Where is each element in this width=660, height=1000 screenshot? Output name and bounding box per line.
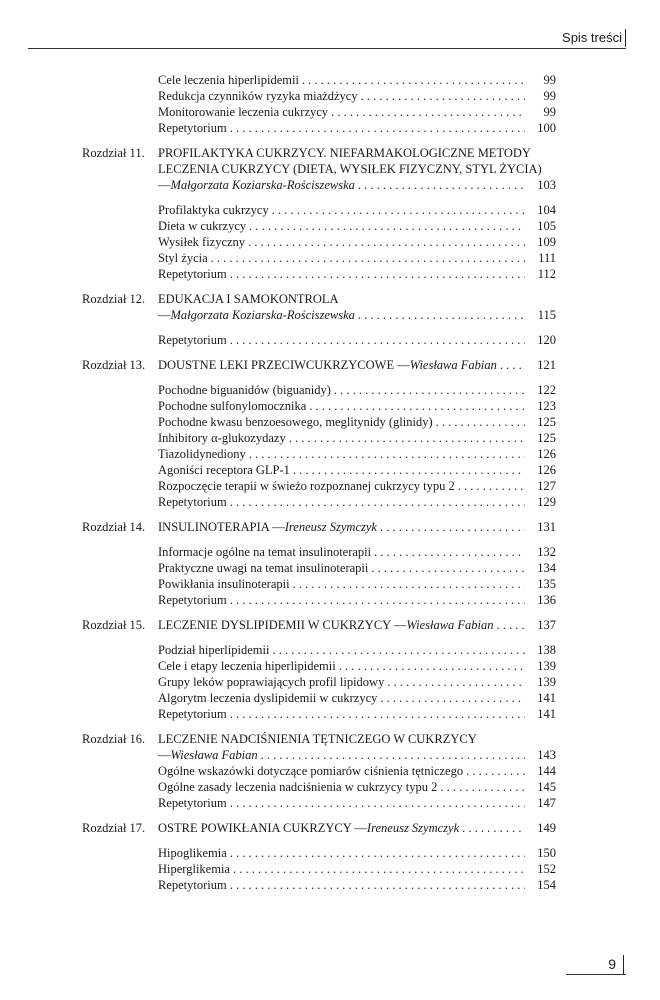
entry-page-number: 122	[537, 383, 556, 397]
entry-title: Pochodne sulfonylomocznika	[158, 399, 307, 413]
entry-page-number: 131	[537, 520, 556, 534]
toc-entry	[158, 544, 556, 560]
toc-entry	[158, 845, 556, 861]
dot-leader	[289, 430, 525, 446]
toc-gap	[158, 836, 556, 845]
dot-leader	[380, 519, 525, 535]
toc-entry	[158, 706, 556, 722]
entry-title: —	[158, 178, 171, 192]
toc-chapter	[0, 145, 660, 282]
entry-page-number: 138	[537, 643, 556, 657]
entry-page-number: 150	[537, 846, 556, 860]
toc-chapter	[0, 820, 660, 893]
entry-title: EDUKACJA I SAMOKONTROLA	[158, 292, 339, 306]
entry-page-number: 134	[537, 561, 556, 575]
entry-page-number: 141	[537, 707, 556, 721]
dot-leader	[230, 494, 525, 510]
entry-title: Repetytorium	[158, 707, 227, 721]
toc-chapter	[0, 291, 660, 348]
entry-page-number: 104	[537, 203, 556, 217]
entry-page-number: 115	[537, 308, 556, 322]
entry-title: Ogólne zasady leczenia nadciśnienia w cukrzycy typu 2	[158, 780, 438, 794]
entry-title: Algorytm leczenia dyslipidemii w cukrzycy	[158, 691, 378, 705]
entry-page-number: 139	[537, 675, 556, 689]
entry-title: Informacje ogólne na temat insulinoterapii	[158, 545, 372, 559]
entry-title: LECZENIA CUKRZYCY (DIETA, WYSIŁEK FIZYCZNY, STYL ŻYCIA)	[158, 162, 542, 176]
toc-gap	[158, 193, 556, 202]
dot-leader	[302, 72, 525, 88]
toc-entry	[158, 357, 556, 373]
dot-leader	[230, 795, 525, 811]
dot-leader	[293, 462, 525, 478]
entry-title: LECZENIE DYSLIPIDEMII W CUKRZYCY —	[158, 618, 407, 632]
entry-title: Tiazolidynediony	[158, 447, 246, 461]
entry-page-number: 103	[537, 178, 556, 192]
toc-entry	[158, 617, 556, 633]
entry-page-number: 132	[537, 545, 556, 559]
dot-leader	[466, 763, 525, 779]
toc-entry	[158, 731, 556, 747]
entry-page-number: 100	[537, 121, 556, 135]
entry-page-number: 139	[537, 659, 556, 673]
dot-leader	[497, 617, 525, 633]
dot-leader	[230, 877, 525, 893]
toc-entry	[158, 763, 556, 779]
toc-entry	[158, 104, 556, 120]
entry-title: Repetytorium	[158, 121, 227, 135]
entry-title: Cele i etapy leczenia hiperlipidemii	[158, 659, 336, 673]
toc-entry	[158, 462, 556, 478]
entry-title: OSTRE POWIKŁANIA CUKRZYCY —	[158, 821, 367, 835]
dot-leader	[462, 820, 525, 836]
toc-entry	[158, 478, 556, 494]
entry-author: Małgorzata Koziarska-Rościszewska	[170, 308, 355, 322]
entry-title: Dieta w cukrzycy	[158, 219, 247, 233]
running-header-title: Spis treści	[562, 30, 622, 45]
toc-entry	[158, 88, 556, 104]
toc-entry	[158, 430, 556, 446]
dot-leader	[272, 202, 525, 218]
entry-page-number: 144	[537, 764, 556, 778]
entry-page-number: 120	[537, 333, 556, 347]
entry-page-number: 137	[537, 618, 556, 632]
toc-entry	[158, 218, 556, 234]
header-rule	[28, 48, 626, 49]
entry-title: Pochodne biguanidów (biguanidy)	[158, 383, 331, 397]
entry-page-number: 129	[537, 495, 556, 509]
entry-title: PROFILAKTYKA CUKRZYCY. NIEFARMAKOLOGICZNE METODY	[158, 146, 531, 160]
entry-author: Wiesława Fabian	[170, 748, 258, 762]
toc-entry	[158, 747, 556, 763]
dot-leader	[339, 658, 525, 674]
entry-title: Repetytorium	[158, 495, 227, 509]
entry-page-number: 99	[543, 89, 556, 103]
toc-entry	[158, 145, 556, 161]
toc-entry	[158, 560, 556, 576]
toc-entry	[158, 820, 556, 836]
entry-title: Powikłania insulinoterapii	[158, 577, 290, 591]
toc-gap	[158, 633, 556, 642]
entry-page-number: 121	[537, 358, 556, 372]
entry-page-number: 125	[537, 415, 556, 429]
toc-entry	[158, 414, 556, 430]
dot-leader	[387, 674, 525, 690]
dot-leader	[309, 398, 525, 414]
toc-gap	[158, 373, 556, 382]
toc-entry	[158, 72, 556, 88]
entry-page-number: 109	[537, 235, 556, 249]
toc-entry	[158, 795, 556, 811]
toc-entry	[158, 592, 556, 608]
chapter-label: Rozdział 15.	[82, 618, 146, 632]
dot-leader	[272, 642, 525, 658]
dot-leader	[230, 592, 525, 608]
dot-leader	[230, 120, 525, 136]
toc-chapter	[0, 357, 660, 510]
entry-title: —	[158, 308, 171, 322]
toc-entry	[158, 307, 556, 323]
toc-entry	[158, 658, 556, 674]
dot-leader	[500, 357, 525, 373]
entry-page-number: 111	[538, 251, 556, 265]
entry-page-number: 145	[537, 780, 556, 794]
dot-leader	[261, 747, 525, 763]
toc-entry	[158, 177, 556, 193]
entry-title: Monitorowanie leczenia cukrzycy	[158, 105, 329, 119]
entry-title: Repetytorium	[158, 267, 227, 281]
toc-gap	[158, 535, 556, 544]
entry-page-number: 125	[537, 431, 556, 445]
toc-entry	[158, 291, 556, 307]
dot-leader	[374, 544, 525, 560]
entry-title: —	[158, 748, 171, 762]
dot-leader	[249, 446, 525, 462]
entry-title: Wysiłek fizyczny	[158, 235, 246, 249]
dot-leader	[334, 382, 525, 398]
dot-leader	[371, 560, 525, 576]
entry-page-number: 105	[537, 219, 556, 233]
toc-entry	[158, 877, 556, 893]
entry-title: Rozpoczęcie terapii w świeżo rozpoznanej cukrzycy typu 2	[158, 479, 455, 493]
toc-entry	[158, 266, 556, 282]
toc-entry	[158, 202, 556, 218]
entry-page-number: 147	[537, 796, 556, 810]
entry-title: Grupy leków poprawiających profil lipidowy	[158, 675, 385, 689]
entry-author: Wiesława Fabian	[406, 618, 494, 632]
entry-title: Ogólne wskazówki dotyczące pomiarów ciśnienia tętniczego	[158, 764, 464, 778]
dot-leader	[358, 177, 525, 193]
entry-title: Praktyczne uwagi na temat insulinoterapii	[158, 561, 369, 575]
dot-leader	[230, 845, 525, 861]
entry-title: LECZENIE NADCIŚNIENIA TĘTNICZEGO W CUKRZYCY	[158, 732, 477, 746]
entry-author: Małgorzata Koziarska-Rościszewska	[170, 178, 355, 192]
entry-page-number: 123	[537, 399, 556, 413]
entry-page-number: 136	[537, 593, 556, 607]
dot-leader	[248, 234, 525, 250]
dot-leader	[358, 307, 525, 323]
chapter-label: Rozdział 11.	[82, 146, 145, 160]
chapter-label: Rozdział 13.	[82, 358, 146, 372]
dot-leader	[230, 332, 525, 348]
toc-entry	[158, 382, 556, 398]
table-of-contents	[0, 72, 660, 902]
toc-chapter	[0, 731, 660, 811]
dot-leader	[211, 250, 525, 266]
entry-title: Hipoglikemia	[158, 846, 227, 860]
dot-leader	[331, 104, 525, 120]
toc-entry	[158, 120, 556, 136]
entry-title: Cele leczenia hiperlipidemii	[158, 73, 299, 87]
toc-entry	[158, 446, 556, 462]
toc-entry	[158, 398, 556, 414]
dot-leader	[249, 218, 525, 234]
entry-page-number: 143	[537, 748, 556, 762]
entry-page-number: 154	[537, 878, 556, 892]
header-divider	[625, 29, 626, 47]
entry-title: Pochodne kwasu benzoesowego, meglitynidy (glinidy)	[158, 415, 433, 429]
footer-divider	[623, 955, 624, 975]
entry-page-number: 127	[537, 479, 556, 493]
dot-leader	[293, 576, 525, 592]
entry-page-number: 135	[537, 577, 556, 591]
entry-page-number: 99	[543, 73, 556, 87]
entry-page-number: 126	[537, 463, 556, 477]
entry-title: Repetytorium	[158, 593, 227, 607]
dot-leader	[361, 88, 525, 104]
entry-page-number: 149	[537, 821, 556, 835]
entry-page-number: 99	[543, 105, 556, 119]
entry-author: Wiesława Fabian	[409, 358, 497, 372]
entry-page-number: 152	[537, 862, 556, 876]
entry-title: Redukcja czynników ryzyka miażdżycy	[158, 89, 358, 103]
dot-leader	[233, 861, 525, 877]
toc-entry	[158, 519, 556, 535]
toc-entry	[158, 494, 556, 510]
toc-gap	[158, 323, 556, 332]
entry-page-number: 112	[537, 267, 556, 281]
dot-leader	[230, 706, 525, 722]
entry-title: Inhibitory α-glukozydazy	[158, 431, 286, 445]
entry-title: Agoniści receptora GLP-1	[158, 463, 290, 477]
toc-chapter	[0, 72, 660, 136]
entry-title: Podział hiperlipidemii	[158, 643, 270, 657]
dot-leader	[380, 690, 525, 706]
toc-entry	[158, 642, 556, 658]
toc-entry	[158, 250, 556, 266]
chapter-label: Rozdział 14.	[82, 520, 146, 534]
entry-title: Profilaktyka cukrzycy	[158, 203, 269, 217]
toc-entry	[158, 779, 556, 795]
chapter-label: Rozdział 16.	[82, 732, 146, 746]
entry-author: Ireneusz Szymczyk	[284, 520, 377, 534]
entry-title: Hiperglikemia	[158, 862, 230, 876]
entry-page-number: 141	[537, 691, 556, 705]
dot-leader	[230, 266, 525, 282]
dot-leader	[436, 414, 525, 430]
footer-rule	[566, 974, 626, 975]
entry-title: Repetytorium	[158, 878, 227, 892]
entry-title: DOUSTNE LEKI PRZECIWCUKRZYCOWE —	[158, 358, 410, 372]
entry-title: Repetytorium	[158, 333, 227, 347]
toc-entry	[158, 161, 556, 177]
entry-title: Styl życia	[158, 251, 208, 265]
toc-entry	[158, 861, 556, 877]
chapter-label: Rozdział 12.	[82, 292, 146, 306]
toc-entry	[158, 576, 556, 592]
toc-entry	[158, 234, 556, 250]
toc-entry	[158, 674, 556, 690]
toc-entry	[158, 332, 556, 348]
entry-page-number: 126	[537, 447, 556, 461]
entry-author: Ireneusz Szymczyk	[366, 821, 460, 835]
page-number: 9	[608, 956, 616, 972]
dot-leader	[440, 779, 525, 795]
toc-chapter	[0, 519, 660, 608]
dot-leader	[458, 478, 525, 494]
entry-title: INSULINOTERAPIA —	[158, 520, 285, 534]
toc-entry	[158, 690, 556, 706]
toc-chapter	[0, 617, 660, 722]
entry-title: Repetytorium	[158, 796, 227, 810]
chapter-label: Rozdział 17.	[82, 821, 146, 835]
